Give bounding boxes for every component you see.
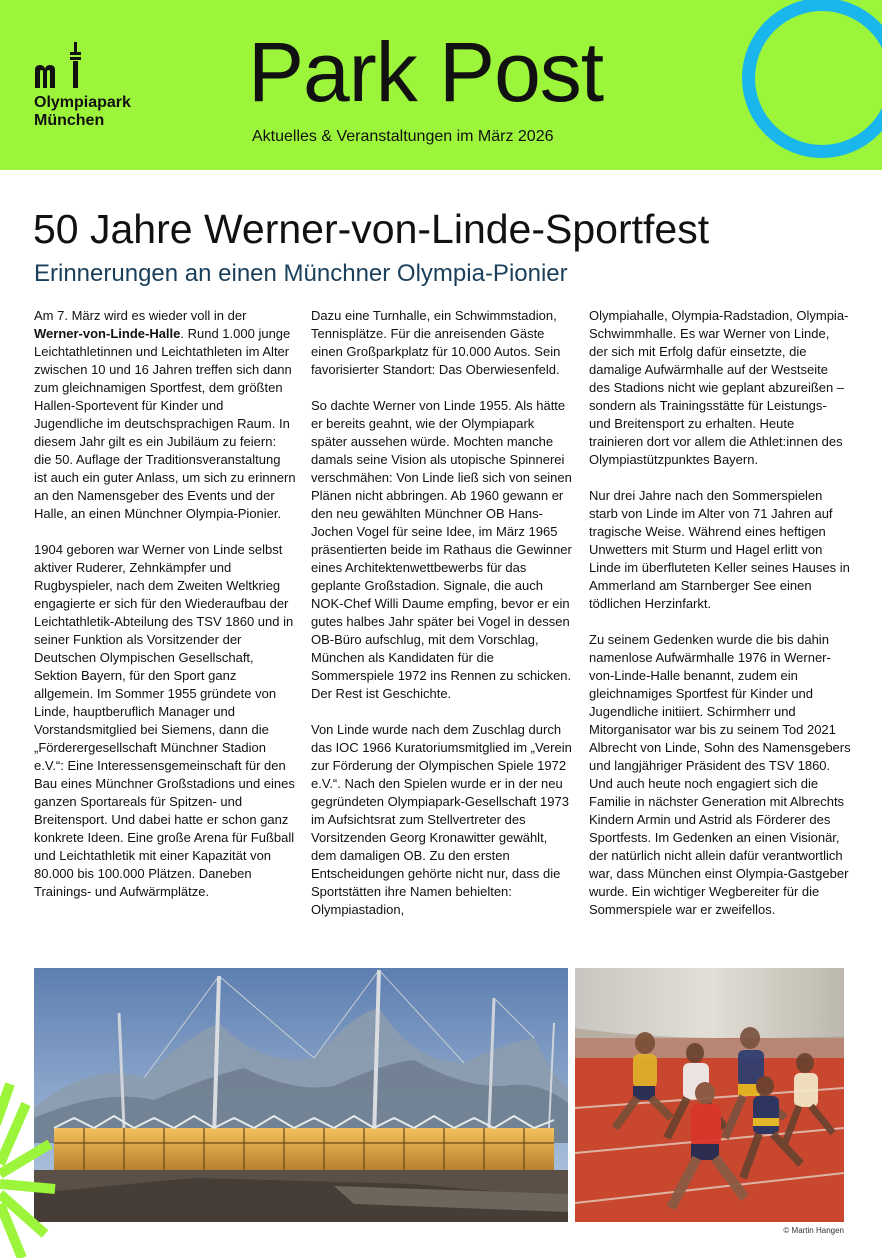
newsletter-title: Park Post: [248, 25, 604, 119]
sprinters-photo-image: [575, 968, 844, 1222]
decorative-ring-icon: [742, 0, 882, 158]
article-headline: 50 Jahre Werner-von-Linde-Sportfest: [33, 206, 710, 252]
article-column-1: [34, 307, 296, 919]
decorative-burst-icon: [0, 1064, 60, 1258]
newsletter-subtitle: Aktuelles & Veranstaltungen im März 2026: [252, 128, 554, 145]
paragraph: Olympiahalle, Olympia-Radstadion, Olympia-Schwimmhalle. Es war Werner von Linde, der sich mit Erfolg dafür einsetzte, die damalige Aufwärmhalle auf der Westseite des Stadions nicht wie geplant abzureißen – sondern als Trainingsstätte für Leistungs- und Breitensport zu erhalten. Heute trainieren dort vor allem die Athlet:innen des Olympiastützpunktes Bayern.: [589, 308, 849, 467]
paragraph: Nur drei Jahre nach den Sommerspielen starb von Linde im Alter von 71 Jahren auf tragische Weise. Während eines heftigen Unwetters mit Sturm und Hagel erlitt von Linde im überfluteten Keller seines Hauses in Ammerland am Starnberger See einen tödlichen Herzinfarkt.: [589, 488, 850, 611]
venue-name: Werner-von-Linde-Halle: [34, 326, 181, 341]
olympiapark-mark-icon: [34, 40, 90, 92]
paragraph: [34, 307, 296, 523]
photo-credit: © Martin Hangen: [783, 1226, 844, 1235]
article-column-2: [311, 307, 573, 937]
paragraph: Von Linde wurde nach dem Zuschlag durch das IOC 1966 Kuratoriumsmitglied im „Verein zur Förderung der Olympischen Spiele 1972 e.V.“. Nach den Spielen wurde er in der neu gegründeten Olympiapark-Gesellschaft 1973 im Aufsichtsrat zum Stellvertreter des Vorsitzenden Georg Kronawitter gewählt, dem damaligen OB. Zu den ersten Entscheidungen gehörte nicht nur, dass die Sportstätten ihre Namen behielten: Olympiastadion,: [311, 722, 572, 917]
paragraph-text: . Rund 1.000 junge Leichtathletinnen und Leichtathleten im Alter zwischen 10 und 16 Jahren treffen sich dann zum gleichnamigen Sportfest, dem größten Hallen-Sportevent für Kinder und Jugendliche im deutschsprachigen Raum. In diesem Jahr gilt es ein Jubiläum zu feiern: die 50. Auflage der Traditionsveranstaltung ist auch ein guter Anlass, um sich zu erinnern an den Namensgeber des Events und der Halle, an einen Münchner Olympia-Pionier.: [34, 326, 296, 521]
article-column-3: [589, 307, 851, 937]
hall-photo-image: [34, 968, 568, 1222]
paragraph-text: Am 7. März wird es wieder voll in der: [34, 308, 247, 323]
paragraph: So dachte Werner von Linde 1955. Als hätte er bereits geahnt, wie der Olympiapark später aussehen würde. Mochten manche damals seine Vision als utopische Spinnerei verschmähen: Von Linde ließ sich von seinen Plänen nicht abbringen. Ab 1960 gewann er den neu gewählten Münchner OB Hans-Jochen Vogel für seine Idee, im März 1965 präsentierten beide im Rathaus die Gewinner eines Architektenwettbewerbs für das geplante Großstadion. Signale, die auch NOK-Chef Willi Daume empfing, bevor er ein gutes halbes Jahr später bei Vogel in dessen OB-Büro aufschlug, mit dem Vorschlag, München als Kandidaten für die Sommerspiele 1972 ins Rennen zu schicken. Der Rest ist Geschichte.: [311, 398, 572, 701]
photo-sprinters: [575, 968, 844, 1222]
masthead-band: [0, 0, 882, 170]
article-subheadline: Erinnerungen an einen Münchner Olympia-Pionier: [34, 260, 568, 287]
photo-werner-von-linde-halle: [34, 968, 568, 1222]
paragraph: Zu seinem Gedenken wurde die bis dahin namenlose Aufwärmhalle 1976 in Werner-von-Linde-Halle benannt, zudem ein gleichnamiges Sportfest für Kinder und Jugendliche initiiert. Schirmherr und Mitorganisator war bis zu seinem Tod 2021 Albrecht von Linde, Sohn des Namensgebers und langjähriger Präsident des TSV 1860. Und auch heute noch engagiert sich die Familie in nächster Generation mit Albrechts Kindern Armin und Astrid als Förderer des Sportfests. Im Gedenken an einen Visionär, der natürlich nicht allein dafür verantwortlich war, dass München einst Olympia-Gastgeber wurde. Ein wichtiger Wegbereiter für die Sommerspiele war er zweifellos.: [589, 632, 851, 917]
paragraph: 1904 geboren war Werner von Linde selbst aktiver Ruderer, Zehnkämpfer und Rugbyspieler, nach dem Zweiten Weltkrieg engagierte er sich für den Wiederaufbau der Leichtathletik-Abteilung des TSV 1860 und in seiner Funktion als Vorsitzender der Deutschen Olympischen Gesellschaft, Sektion Bayern, für den Sport ganz allgemein. Im Sommer 1955 gründete von Linde, hauptberuflich Manager und Vorstandsmitglied bei Siemens, dann die „Förderergesellschaft Münchner Stadion e.V.“: Eine Interessensgemeinschaft für den Bau eines Münchner Großstadions und eines ganzen Sportareals für Spitzen- und Breitensport. Und dabei hatte er schon ganz konkrete Ideen. Eine große Arena für Fußball und Leichtathletik mit einer Kapazität von 80.000 bis 100.000 Plätzen. Daneben Trainings- und Aufwärmplätze.: [34, 542, 295, 899]
logo-text-muenchen: München: [34, 112, 105, 129]
olympiapark-logo[interactable]: [34, 40, 144, 132]
logo-text-olympiapark: Olympiapark: [34, 94, 131, 111]
paragraph: Dazu eine Turnhalle, ein Schwimmstadion, Tennisplätze. Für die anreisenden Gäste einen Großparkplatz für 10.000 Autos. Sein favorisierter Standort: Das Oberwiesenfeld.: [311, 308, 561, 377]
